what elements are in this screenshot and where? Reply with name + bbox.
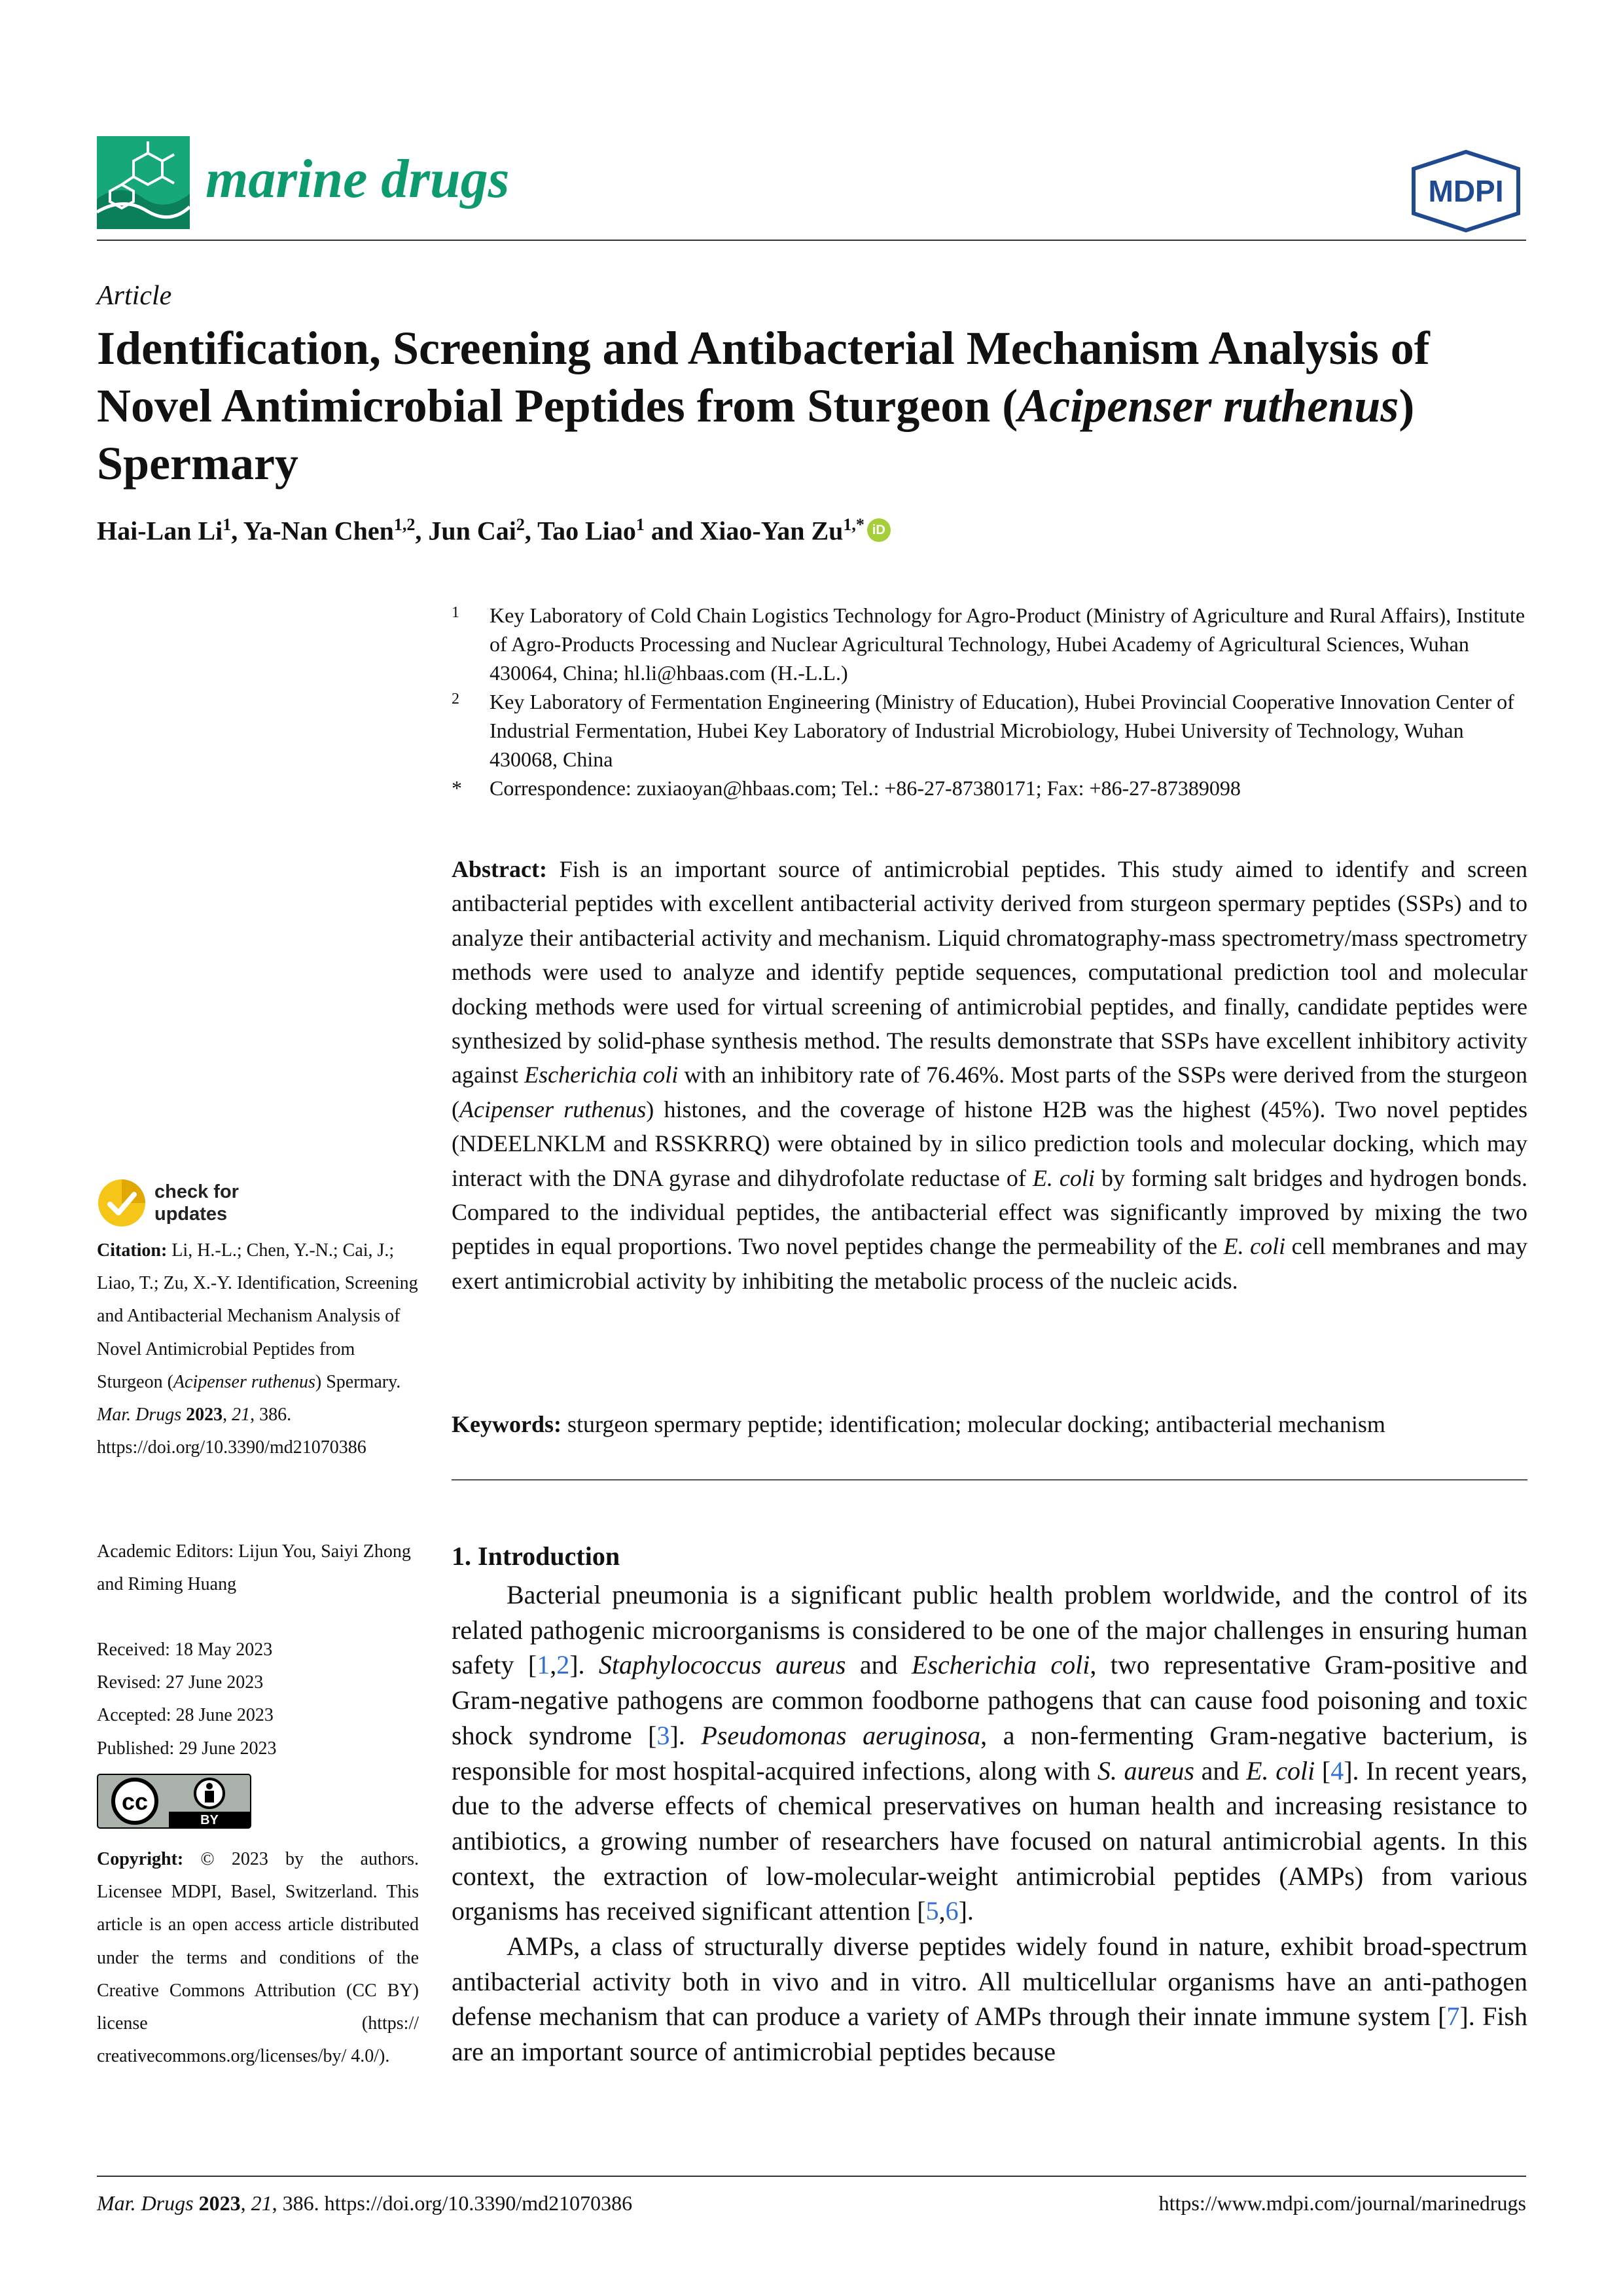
title-species: Acipenser ruthenus	[1018, 380, 1399, 432]
author-name[interactable]: Tao Liao	[537, 516, 636, 546]
keywords-label: Keywords:	[452, 1411, 562, 1437]
author-name[interactable]: Jun Cai	[428, 516, 516, 546]
date-published: Published: 29 June 2023	[97, 1738, 277, 1759]
introduction-body	[452, 1577, 1527, 2070]
citation-doi[interactable]: , 386. https://doi.org/10.3390/md21070386	[97, 1405, 366, 1458]
article-title: Identification, Screening and Antibacterial Mechanism Analysis of Novel Antimicrobial Peptides from Sturgeon (Acipenser ruthenus) Spermary	[97, 322, 1430, 490]
copyright-label: Copyright:	[97, 1849, 184, 1869]
header-divider	[97, 240, 1526, 241]
svg-text:BY: BY	[200, 1813, 219, 1827]
author-name[interactable]: Ya-Nan Chen	[243, 516, 394, 546]
orcid-icon[interactable]: iD	[867, 518, 891, 542]
footer-doi-link[interactable]: , 386. https://doi.org/10.3390/md21070386	[272, 2191, 633, 2215]
citation: Citation: Li, H.-L.; Chen, Y.-N.; Cai, J.; Liao, T.; Zu, X.-Y. Identification, Screening and Antibacterial Mechanism Analysis of Novel Antimicrobial Peptides from Sturgeon (Acipenser ruthenus) Spermary. Mar. Drugs 2023, 21, 386. https://doi.org/10.3390/md21070386	[97, 1240, 418, 1458]
publication-dates	[97, 1634, 419, 1765]
journal-logo-icon	[97, 136, 190, 229]
reference-link[interactable]: 6	[945, 1896, 959, 1926]
mdpi-logo-icon[interactable]	[1406, 149, 1526, 233]
svg-text:cc: cc	[121, 1788, 149, 1815]
affiliations	[452, 601, 1531, 802]
academic-editors: Academic Editors: Lijun You, Saiyi Zhong and Riming Huang	[97, 1541, 411, 1595]
date-accepted: Accepted: 28 June 2023	[97, 1705, 274, 1726]
footer-divider	[97, 2176, 1526, 2177]
publisher-name: MDPI	[1428, 174, 1504, 208]
correspondence: * Correspondence: zuxiaoyan@hbaas.com; Tel.: +86-27-87380171; Fax: +86-27-87389098	[452, 776, 1241, 800]
abstract: Abstract: Fish is an important source of antimicrobial peptides. This study aimed to identify and screen antibacterial peptides with excellent antibacterial activity derived from sturgeon spermary peptides (SSPs) and to analyze their antibacterial activity and mechanism. Liquid chromatography-mass spectrometry/mass spectrometry methods were used to analyze and identify peptide sequences, computational prediction tool and molecular docking methods were used for virtual screening of antimicrobial peptides, and finally, candidate peptides were synthesized by solid-phase synthesis method. The results demonstrate that SSPs have excellent inhibitory activity against Escherichia coli with an inhibitory rate of 76.46%. Most parts of the SSPs were derived from the sturgeon (Acipenser ruthenus) histones, and the coverage of histone H2B was the highest (45%). Two novel peptides (NDEELNKLM and RSSKRRQ) were obtained by in silico prediction tools and molecular docking, which may interact with the DNA gyrase and dihydrofolate reductase of E. coli by forming salt bridges and hydrogen bonds. Compared to the individual peptides, the antibacterial effect was significantly improved by mixing the two peptides in equal proportions. Two novel peptides change the permeability of the E. coli cell membranes and may exert antimicrobial activity by inhibiting the metabolic process of the nucleic acids.	[452, 856, 1527, 1294]
reference-link[interactable]: 1	[537, 1650, 550, 1680]
date-received: Received: 18 May 2023	[97, 1640, 273, 1660]
footer-citation: Mar. Drugs 2023, 21, 386. https://doi.org/10.3390/md21070386	[97, 2191, 633, 2215]
reference-link[interactable]: 7	[1446, 2001, 1460, 2032]
affiliation-item: 2 Key Laboratory of Fermentation Engineering (Ministry of Education), Hubei Provincial Cooperative Innovation Center of Industrial Fermentation, Hubei Key Laboratory of Industrial Microbiology, Hubei University of Technology, Wuhan 430068, China	[452, 690, 1514, 771]
author-name[interactable]: Hai-Lan Li	[97, 516, 223, 546]
abstract-label: Abstract:	[452, 856, 547, 882]
reference-link[interactable]: 4	[1330, 1755, 1344, 1785]
reference-link[interactable]: 5	[925, 1896, 939, 1926]
copyright-notice: Copyright: © 2023 by the authors. Licensee MDPI, Basel, Switzerland. This article is an open access article distributed under the terms and conditions of the Creative Commons Attribution (CC BY) license (https:// creativecommons.org/licenses/by/ 4.0/).	[97, 1849, 419, 2067]
journal-url-link[interactable]: https://www.mdpi.com/journal/marinedrugs	[1158, 2191, 1526, 2215]
reference-link[interactable]: 2	[556, 1650, 570, 1680]
reference-link[interactable]: 3	[656, 1720, 670, 1750]
paragraph: Bacterial pneumonia is a significant public health problem worldwide, and the control of its related pathogenic microorganisms is considered to be one of the major challenges in ensuring human safety [1,2]. Staphylococcus aureus and Escherichia coli, two representative Gram-positive and Gram-negative pathogens are common foodborne pathogens that can cause food poisoning and toxic shock syndrome [3]. Pseudomonas aeruginosa, a non-fermenting Gram-negative bacterium, is responsible for most hospital-acquired infections, along with S. aureus and E. coli [4]. In recent years, due to the adverse effects of chemical preservatives on human health and increasing resistance to antibiotics, a growing number of researchers have focused on natural antimicrobial agents. In this context, the extraction of low-molecular-weight antimicrobial peptides (AMPs) from various organisms has received significant attention [5,6].	[452, 1580, 1528, 1926]
cc-by-license-icon[interactable]	[97, 1774, 251, 1829]
citation-label: Citation:	[97, 1240, 168, 1261]
section-heading: 1. Introduction	[452, 1541, 620, 1571]
author-name[interactable]: Xiao-Yan Zu	[700, 516, 844, 546]
author-list: Hai-Lan Li$^1$, Ya-Nan Chen$^{1,2}$, Jun Cai$^2$, Tao Liao$^1$ and Xiao-Yan $Zu^{1,*}$ iD	[97, 507, 1524, 549]
check-updates-icon	[97, 1178, 147, 1228]
article-type: Article	[97, 281, 172, 311]
affiliation-item: 1 Key Laboratory of Cold Chain Logistics Technology for Agro-Product (Ministry of Agriculture and Rural Affairs), Institute of Agro-Products Processing and Nuclear Agricultural Technology, Hubei Academy of Agricultural Sciences, Wuhan 430064, China; hl.li@hbaas.com (H.-L.L.)	[452, 603, 1525, 685]
keywords: Keywords: sturgeon spermary peptide; identification; molecular docking; antibacterial mechanism	[452, 1411, 1385, 1437]
date-revised: Revised: 27 June 2023	[97, 1672, 264, 1693]
journal-name: marine drugs	[205, 149, 510, 209]
paragraph: AMPs, a class of structurally diverse peptides widely found in nature, exhibit broad-spectrum antibacterial activity both in vivo and in vitro. All multicellular organisms have an anti-pathogen defense mechanism that can produce a variety of AMPs through their innate immune system [7]. Fish are an important source of antimicrobial peptides because	[452, 1931, 1527, 2067]
abstract-divider	[452, 1479, 1527, 1480]
